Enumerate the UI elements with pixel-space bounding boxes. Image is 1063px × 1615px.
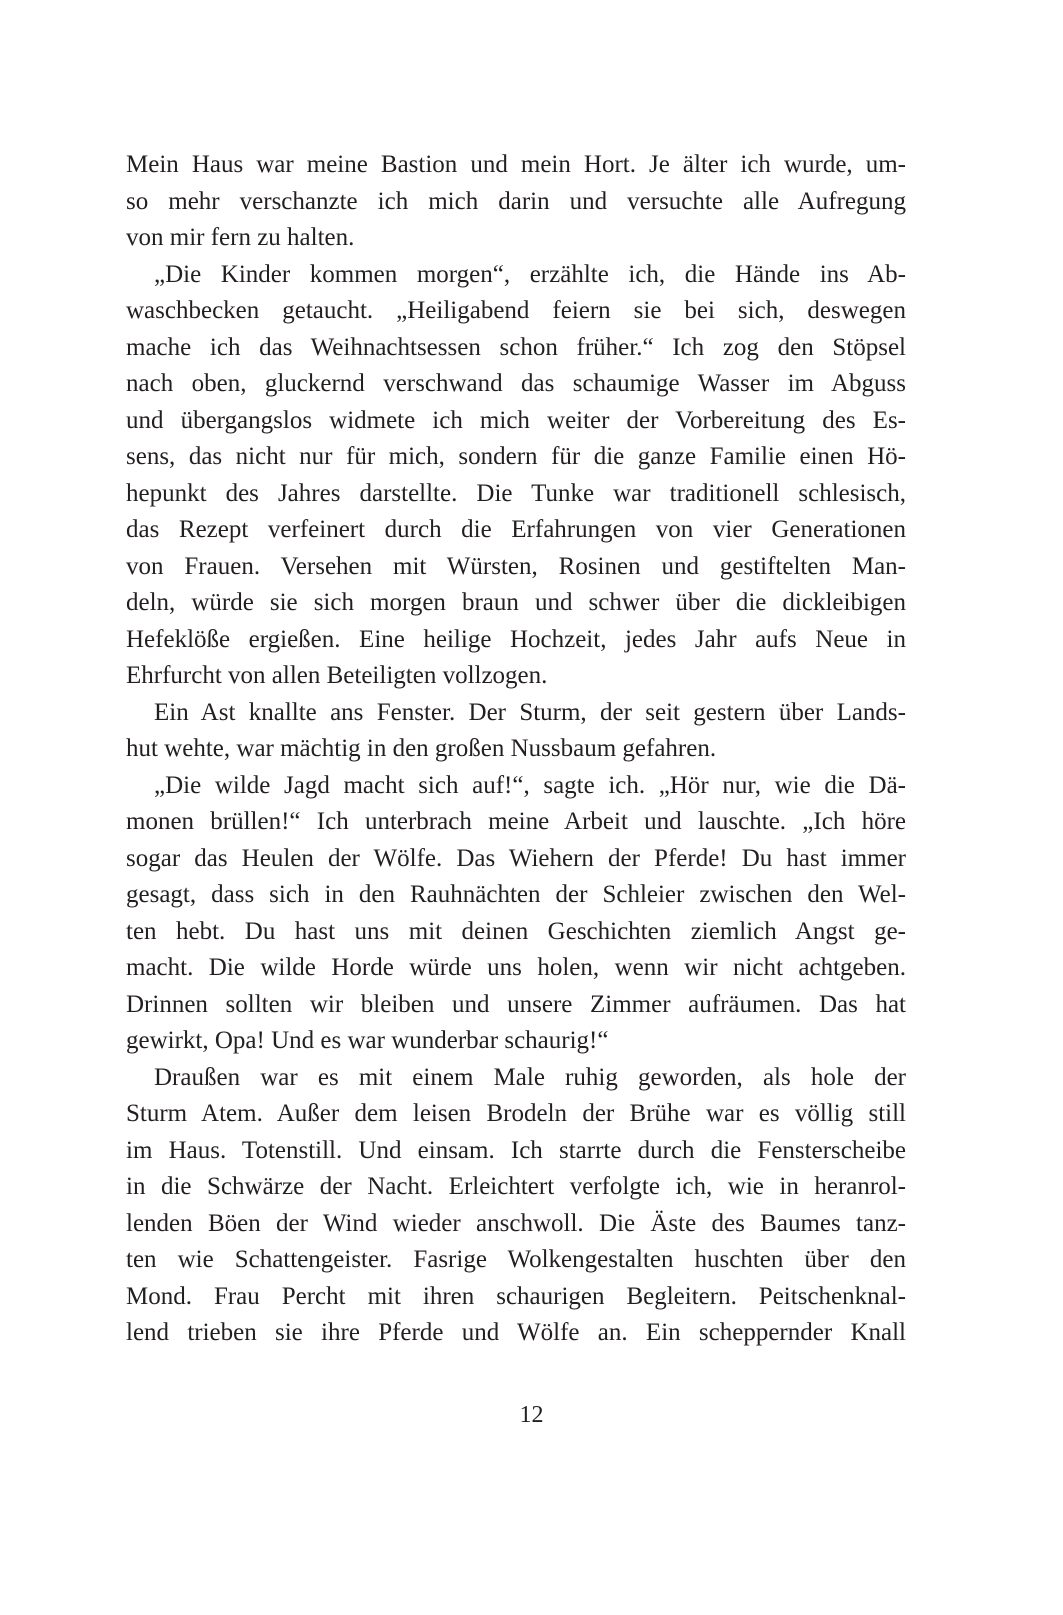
- text-line: deln, würde sie sich morgen braun und schwer über die dickleibigen: [126, 589, 906, 616]
- text-line: mache ich das Weihnachtsessen schon früher.“ Ich zog den Stöpsel: [126, 333, 906, 361]
- text-line: von Frauen. Versehen mit Würsten, Rosinen und gestiftelten Man-: [126, 552, 906, 580]
- text-line: sogar das Heulen der Wölfe. Das Wiehern der Pferde! Du hast immer: [126, 844, 906, 872]
- text-line: im Haus. Totenstill. Und einsam. Ich starrte durch die Fensterscheibe: [126, 1136, 906, 1164]
- text-line: waschbecken getaucht. „Heiligabend feiern sie bei sich, deswegen: [126, 297, 906, 324]
- text-line: macht. Die wilde Horde würde uns holen, wenn wir nicht achtgeben.: [126, 954, 906, 981]
- text-line: Ehrfurcht von allen Beteiligten vollzogen.: [126, 662, 548, 689]
- text-line: gewirkt, Opa! Und es war wunderbar schaurig!“: [126, 1027, 609, 1054]
- text-line: ten hebt. Du hast uns mit deinen Geschichten ziemlich Angst ge-: [126, 917, 906, 945]
- text-line: Mein Haus war meine Bastion und mein Hort. Je älter ich wurde, um-: [126, 151, 906, 178]
- text-line: Mond. Frau Percht mit ihren schaurigen Begleitern. Peitschenknal-: [126, 1282, 906, 1310]
- text-line: das Rezept verfeinert durch die Erfahrungen von vier Generationen: [126, 516, 906, 543]
- text-line: Ein Ast knallte ans Fenster. Der Sturm, der seit gestern über Lands-: [154, 698, 906, 726]
- text-line: lenden Böen der Wind wieder anschwoll. Die Äste des Baumes tanz-: [126, 1209, 906, 1237]
- text-line: und übergangslos widmete ich mich weiter der Vorbereitung des Es-: [126, 406, 906, 434]
- text-line: Drinnen sollten wir bleiben und unsere Zimmer aufräumen. Das hat: [126, 990, 906, 1018]
- text-line: von mir fern zu halten.: [126, 224, 355, 251]
- text-line: Sturm Atem. Außer dem leisen Brodeln der Brühe war es völlig still: [126, 1100, 906, 1127]
- text-line: so mehr verschanzte ich mich darin und versuchte alle Aufregung: [126, 187, 906, 215]
- text-line: monen brüllen!“ Ich unterbrach meine Arbeit und lauschte. „Ich höre: [126, 808, 906, 835]
- body-text: [126, 147, 906, 1352]
- text-line: gesagt, dass sich in den Rauhnächten der Schleier zwischen den Wel-: [126, 881, 906, 908]
- text-line: Hefeklöße ergießen. Eine heilige Hochzeit, jedes Jahr aufs Neue in: [126, 625, 906, 653]
- text-line: nach oben, gluckernd verschwand das schaumige Wasser im Abguss: [126, 370, 906, 397]
- text-line: Draußen war es mit einem Male ruhig geworden, als hole der: [154, 1063, 906, 1091]
- text-line: sens, das nicht nur für mich, sondern für die ganze Familie einen Hö-: [126, 443, 906, 470]
- text-line: ten wie Schattengeister. Fasrige Wolkengestalten huschten über den: [126, 1246, 906, 1273]
- text-line: „Die wilde Jagd macht sich auf!“, sagte ich. „Hör nur, wie die Dä-: [154, 771, 906, 799]
- text-line: hepunkt des Jahres darstellte. Die Tunke war traditionell schlesisch,: [126, 479, 906, 507]
- page-number: 12: [519, 1402, 544, 1428]
- text-line: in die Schwärze der Nacht. Erleichtert verfolgte ich, wie in heranrol-: [126, 1173, 906, 1200]
- text-line: „Die Kinder kommen morgen“, erzählte ich, die Hände ins Ab-: [154, 260, 906, 288]
- text-line: hut wehte, war mächtig in den großen Nussbaum gefahren.: [126, 735, 717, 762]
- text-line: lend trieben sie ihre Pferde und Wölfe an. Ein scheppernder Knall: [126, 1319, 906, 1346]
